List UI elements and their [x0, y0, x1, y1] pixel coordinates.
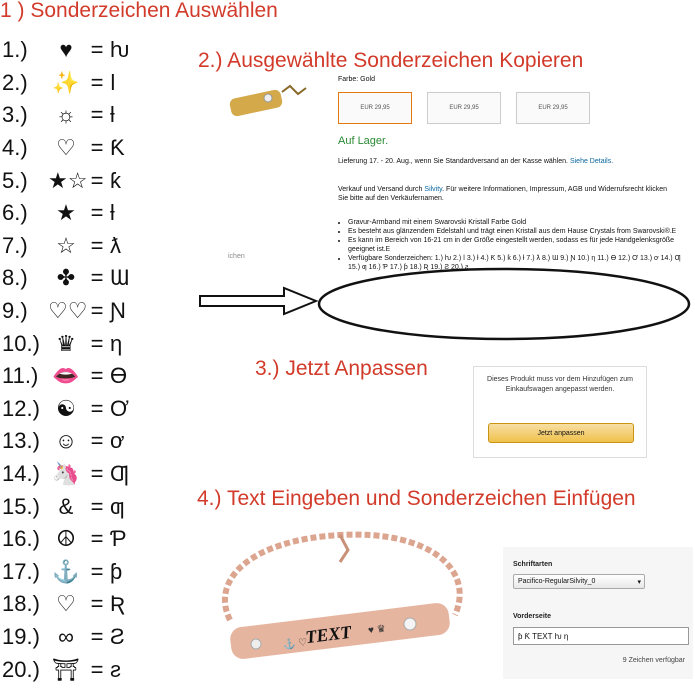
symbol-result: ƛ	[110, 232, 121, 258]
side-word: ichen	[228, 253, 245, 260]
right-arrow-icon	[198, 286, 318, 316]
row-number: 10.)	[2, 330, 40, 356]
symbol-result: ƨ	[110, 656, 121, 682]
symbol-row	[2, 197, 192, 230]
equals-sign: =	[90, 395, 104, 421]
symbol-icon: ★☆	[48, 167, 88, 193]
equals-sign: =	[90, 102, 104, 128]
symbol-row	[2, 230, 192, 263]
row-number: 3.)	[2, 102, 28, 128]
equals-sign: =	[90, 265, 104, 291]
customize-form	[503, 547, 693, 679]
customize-button[interactable]: Jetzt anpassen	[488, 423, 634, 443]
equals-sign: =	[90, 591, 104, 617]
equals-sign: =	[90, 135, 104, 161]
symbol-row	[2, 132, 192, 165]
option-price: EUR 29,95	[360, 105, 390, 111]
symbol-row	[2, 164, 192, 197]
stock-status: Auf Lager.	[338, 135, 389, 147]
symbol-result: ǀ	[110, 69, 116, 95]
symbol-row	[2, 653, 192, 686]
chevron-down-icon: ▾	[637, 578, 641, 586]
symbol-icon: ⛩	[52, 656, 80, 682]
symbol-row	[2, 262, 192, 295]
symbol-icon: 🦄	[52, 461, 80, 487]
seller-info	[338, 185, 678, 203]
row-number: 16.)	[2, 526, 40, 552]
row-number: 12.)	[2, 395, 40, 421]
delivery-info	[338, 157, 678, 166]
seller-text: Verkauf und Versand durch	[338, 186, 423, 193]
row-number: 1.)	[2, 37, 28, 63]
option-price: EUR 29,95	[449, 105, 479, 111]
font-label: Schriftarten	[513, 561, 553, 568]
option-price: EUR 29,95	[538, 105, 568, 111]
symbol-result: ƚ	[110, 102, 115, 128]
symbol-result: Ƥ	[110, 526, 127, 552]
anchor-icon: ⚓ ♡	[282, 637, 309, 651]
symbol-icon: ☺	[54, 428, 78, 454]
row-number: 11.)	[2, 363, 39, 389]
row-number: 9.)	[2, 298, 28, 324]
color-option-rose[interactable]	[427, 92, 501, 124]
customize-box	[473, 366, 647, 458]
equals-sign: =	[90, 298, 104, 324]
symbol-icon: ♡	[56, 135, 76, 161]
symbol-icon: ⚓	[52, 558, 80, 584]
symbol-icon: 👄	[52, 363, 80, 389]
step4-title: 4.) Text Eingeben und Sonderzeichen Einfügen	[197, 487, 636, 510]
symbol-list	[2, 34, 192, 686]
equals-sign: =	[90, 363, 104, 389]
row-number: 8.)	[2, 265, 28, 291]
equals-sign: =	[90, 69, 104, 95]
symbol-result: ƙ	[110, 167, 121, 193]
symbol-row	[2, 99, 192, 132]
equals-sign: =	[90, 526, 104, 552]
step1-title: 1 ) Sonderzeichen Auswählen	[0, 0, 278, 22]
symbol-result: ƣ	[110, 493, 125, 519]
equals-sign: =	[90, 232, 104, 258]
equals-sign: =	[90, 200, 104, 226]
equals-sign: =	[90, 493, 104, 519]
symbol-icon: ★	[56, 200, 76, 226]
row-number: 4.)	[2, 135, 28, 161]
bullet-item: • Es besteht aus glänzendem Edelstahl und trägt einen Kristall aus dem Hause Crystals from Swarovski®.Ꭼ	[348, 227, 688, 236]
symbol-icon: ♛	[56, 330, 76, 356]
equals-sign: =	[90, 37, 104, 63]
symbol-result: η	[110, 330, 123, 356]
symbol-icon: ☮	[56, 526, 76, 552]
symbol-result: Ɯ	[110, 265, 130, 291]
symbol-result: Ɲ	[110, 298, 126, 324]
equals-sign: =	[90, 656, 104, 682]
symbol-row	[2, 588, 192, 621]
symbol-row	[2, 67, 192, 100]
row-number: 7.)	[2, 232, 28, 258]
symbol-row	[2, 393, 192, 426]
step2-title: 2.) Ausgewählte Sonderzeichen Kopieren	[198, 49, 584, 72]
symbol-result: Ƣ	[110, 461, 130, 487]
symbol-result: ơ	[110, 428, 125, 454]
symbol-row	[2, 425, 192, 458]
gold-bracelet-image	[228, 82, 308, 127]
equals-sign: =	[90, 428, 104, 454]
customize-text: Dieses Produkt muss vor dem Hinzufügen zum Einkaufswagen angepasst werden.	[487, 376, 633, 393]
symbol-icon: ☆	[56, 232, 76, 258]
equals-sign: =	[90, 623, 104, 649]
symbol-icon: ☼	[55, 102, 77, 128]
front-label: Vorderseite	[513, 613, 551, 620]
row-number: 5.)	[2, 167, 28, 193]
symbol-row	[2, 458, 192, 491]
row-number: 13.)	[2, 428, 40, 454]
row-number: 2.)	[2, 69, 28, 95]
color-label: Farbe: Gold	[338, 76, 375, 83]
symbol-result: ƚ	[110, 200, 115, 226]
font-value: Pacifico-RegularSilvity_0	[518, 578, 596, 585]
equals-sign: =	[90, 167, 104, 193]
symbol-row	[2, 621, 192, 654]
row-number: 19.)	[2, 623, 40, 649]
highlight-ellipse	[316, 266, 693, 342]
symbol-row	[2, 360, 192, 393]
color-option-silver[interactable]	[516, 92, 590, 124]
row-number: 14.)	[2, 461, 40, 487]
symbol-result: ƕ	[110, 37, 130, 63]
seller-rest: . Für weitere Informationen, Impressum, AGB und Widerrufsrecht klicken Sie bitte auf den Verkäufernamen.	[338, 186, 668, 202]
symbol-result: Ƨ	[110, 623, 125, 649]
symbol-result: Ɵ	[110, 363, 128, 389]
symbol-result: Ơ	[110, 395, 129, 421]
symbol-row	[2, 327, 192, 360]
equals-sign: =	[90, 558, 104, 584]
symbol-row	[2, 556, 192, 589]
symbol-icon: ✨	[52, 69, 80, 95]
symbol-result: ƥ	[110, 558, 123, 584]
symbol-result: Ʀ	[110, 591, 125, 617]
symbol-icon: ♥	[59, 37, 73, 63]
symbol-icon: ∞	[58, 623, 74, 649]
delivery-text: Lieferung 17. - 20. Aug., wenn Sie Standardversand an der Kasse wählen.	[338, 158, 568, 165]
seller-link[interactable]: Silvity	[424, 186, 443, 193]
heart-crown-icon: ♥ ♛	[367, 623, 387, 637]
symbol-result: Ƙ	[110, 135, 125, 161]
symbol-icon: &	[58, 493, 74, 519]
symbol-row	[2, 34, 192, 67]
symbol-icon: ✤	[56, 265, 76, 291]
row-number: 15.)	[2, 493, 40, 519]
symbol-row	[2, 490, 192, 523]
engraving-text-input[interactable]: ƥ Ƙ TEXT ƕ η	[513, 627, 689, 645]
details-link[interactable]: Siehe Details.	[569, 158, 614, 165]
feature-bullets	[338, 218, 688, 272]
equals-sign: =	[90, 461, 104, 487]
row-number: 6.)	[2, 200, 28, 226]
symbol-row	[2, 295, 192, 328]
color-option-gold[interactable]	[338, 92, 412, 124]
symbol-icon: ☯	[56, 395, 76, 421]
bullet-item: • Verfügbare Sonderzeichen: 1.) ƕ 2.) ǀ 3.) ƚ 4.) Ƙ 5.) ƙ 6.) ƚ 7.) ƛ 8.) Ɯ 9.) Ɲ 10.) η 11.) Ɵ 12.) Ơ 13.) ơ 14.) Ƣ 15.) ƣ 16.) Ƥ 17.) ƥ 18.) Ʀ 19.) Ƨ 20.) ƨ	[348, 254, 688, 272]
symbol-icon: ♡	[56, 591, 76, 617]
char-count: 9 Zeichen verfügbar	[622, 657, 685, 664]
equals-sign: =	[90, 330, 104, 356]
rose-gold-bracelet-image	[190, 520, 490, 690]
symbol-row	[2, 523, 192, 556]
bracelet-engraving-text: TEXT	[304, 621, 353, 648]
font-select[interactable]	[513, 574, 645, 589]
row-number: 18.)	[2, 591, 40, 617]
row-number: 17.)	[2, 558, 40, 584]
step3-title: 3.) Jetzt Anpassen	[255, 357, 428, 380]
symbol-icon: ♡♡	[48, 298, 88, 324]
row-number: 20.)	[2, 656, 40, 682]
bullet-item: • Es kann im Bereich von 16-21 cm in der Größe eingestellt werden, sodass es für jede Handgelenksgröße geeignet ist.Ꭼ	[348, 236, 688, 254]
bullet-item: • Gravur-Armband mit einem Swarovski Kristall Farbe Gold	[348, 218, 688, 227]
